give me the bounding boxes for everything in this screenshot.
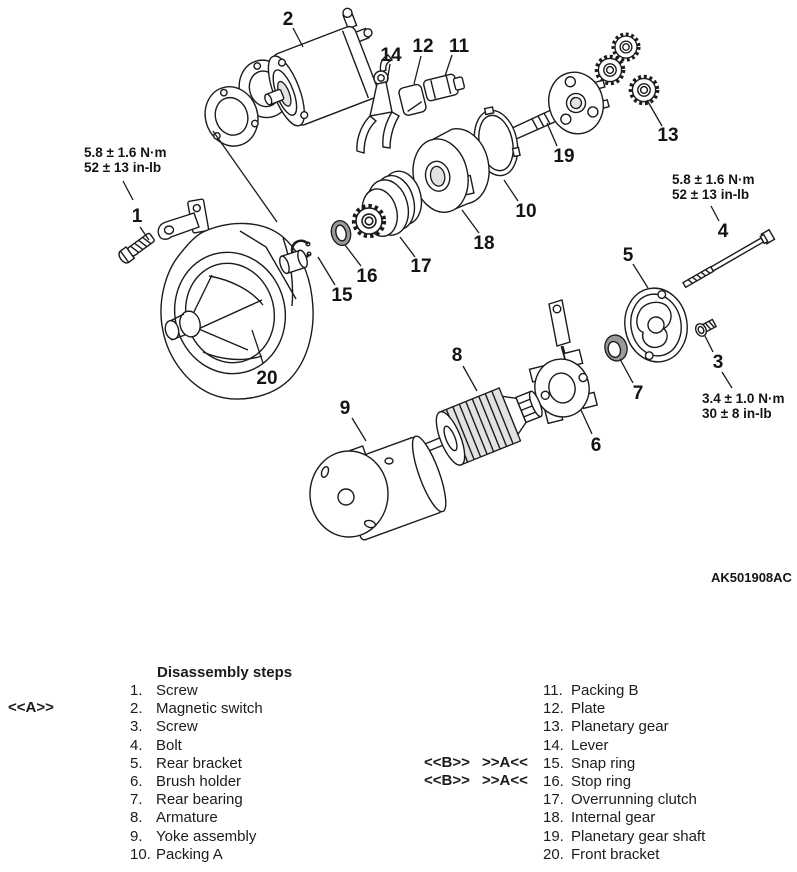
callout-10: 10 xyxy=(515,201,537,222)
legend-item-4: 4. Bolt xyxy=(130,736,182,754)
part-magnetic-switch xyxy=(193,3,394,222)
part-rear-bearing xyxy=(602,333,630,364)
marker-b-row16: <<B>> xyxy=(424,772,470,789)
legend-item-20: 20. Front bracket xyxy=(543,845,660,863)
part-packing-b xyxy=(423,72,466,102)
marker-a-reverse-row15: >>A<< xyxy=(482,754,528,771)
drawing-code: AK501908AC xyxy=(711,570,792,585)
marker-a: <<A>> xyxy=(8,699,54,716)
torque-screw1-line1: 5.8 ± 1.6 N·m xyxy=(84,145,167,160)
part-front-bracket xyxy=(161,223,313,399)
torque-bolt4-line2: 52 ± 13 in-lb xyxy=(672,187,750,202)
legend-right-column xyxy=(543,682,705,864)
callout-15: 15 xyxy=(331,285,353,306)
torque-screw3-line2: 30 ± 8 in-lb xyxy=(702,406,772,421)
part-planetary-gears xyxy=(597,34,657,103)
legend-item-14: 14. Lever xyxy=(543,736,609,754)
callout-8: 8 xyxy=(451,345,463,366)
callout-5: 5 xyxy=(622,245,634,266)
torque-bolt4-line1: 5.8 ± 1.6 N·m xyxy=(672,172,755,187)
callout-19: 19 xyxy=(553,146,575,167)
legend-item-2: 2. Magnetic switch xyxy=(130,700,263,718)
part-plate xyxy=(398,84,427,117)
part-stop-ring xyxy=(329,219,353,248)
callout-4: 4 xyxy=(717,221,729,242)
callout-12: 12 xyxy=(412,36,434,57)
callout-20: 20 xyxy=(256,368,278,389)
legend-item-1: 1. Screw xyxy=(130,682,198,699)
callout-14: 14 xyxy=(380,45,402,66)
legend-left-column xyxy=(130,682,263,864)
callout-7: 7 xyxy=(632,383,644,404)
callout-3: 3 xyxy=(712,352,724,373)
marker-a-reverse-row16: >>A<< xyxy=(482,772,528,789)
legend-item-11: 11. Packing B xyxy=(543,682,639,699)
callout-18: 18 xyxy=(473,233,495,254)
legend-item-18: 18. Internal gear xyxy=(543,809,656,827)
legend-title: Disassembly steps xyxy=(157,664,293,681)
legend-item-6: 6. Brush holder xyxy=(130,772,242,790)
callout-2: 2 xyxy=(282,9,294,30)
torque-note-screw-3 xyxy=(702,391,784,421)
callout-9: 9 xyxy=(339,398,351,419)
legend-item-5: 5. Rear bracket xyxy=(130,754,242,772)
marker-b-row15: <<B>> xyxy=(424,754,470,771)
legend-item-10: 10. Packing A xyxy=(130,845,223,863)
callout-11: 11 xyxy=(448,36,470,57)
legend-item-8: 8. Armature xyxy=(130,809,218,827)
torque-note-bolt-4 xyxy=(672,172,754,202)
callout-6: 6 xyxy=(590,435,602,456)
torque-screw1-line2: 52 ± 13 in-lb xyxy=(84,160,162,175)
callout-17: 17 xyxy=(410,256,432,277)
legend-item-13: 13. Planetary gear xyxy=(543,718,669,736)
callout-1: 1 xyxy=(131,206,143,227)
legend-item-12: 12. Plate xyxy=(543,700,606,718)
part-screw-3 xyxy=(694,317,718,338)
legend-item-7: 7. Rear bearing xyxy=(130,791,243,809)
legend-item-19: 19. Planetary gear shaft xyxy=(543,827,706,845)
legend-item-3: 3. Screw xyxy=(130,718,198,736)
legend-item-15: 15. Snap ring xyxy=(543,754,636,772)
part-rear-bracket xyxy=(619,283,693,367)
callout-16: 16 xyxy=(356,266,378,287)
legend-item-17: 17. Overrunning clutch xyxy=(543,791,697,809)
torque-screw3-line1: 3.4 ± 1.0 N·m xyxy=(702,391,785,406)
callout-13: 13 xyxy=(657,125,679,146)
legend-item-9: 9. Yoke assembly xyxy=(130,827,257,845)
torque-note-screw-1 xyxy=(84,145,166,175)
legend-item-16: 16. Stop ring xyxy=(543,772,632,790)
